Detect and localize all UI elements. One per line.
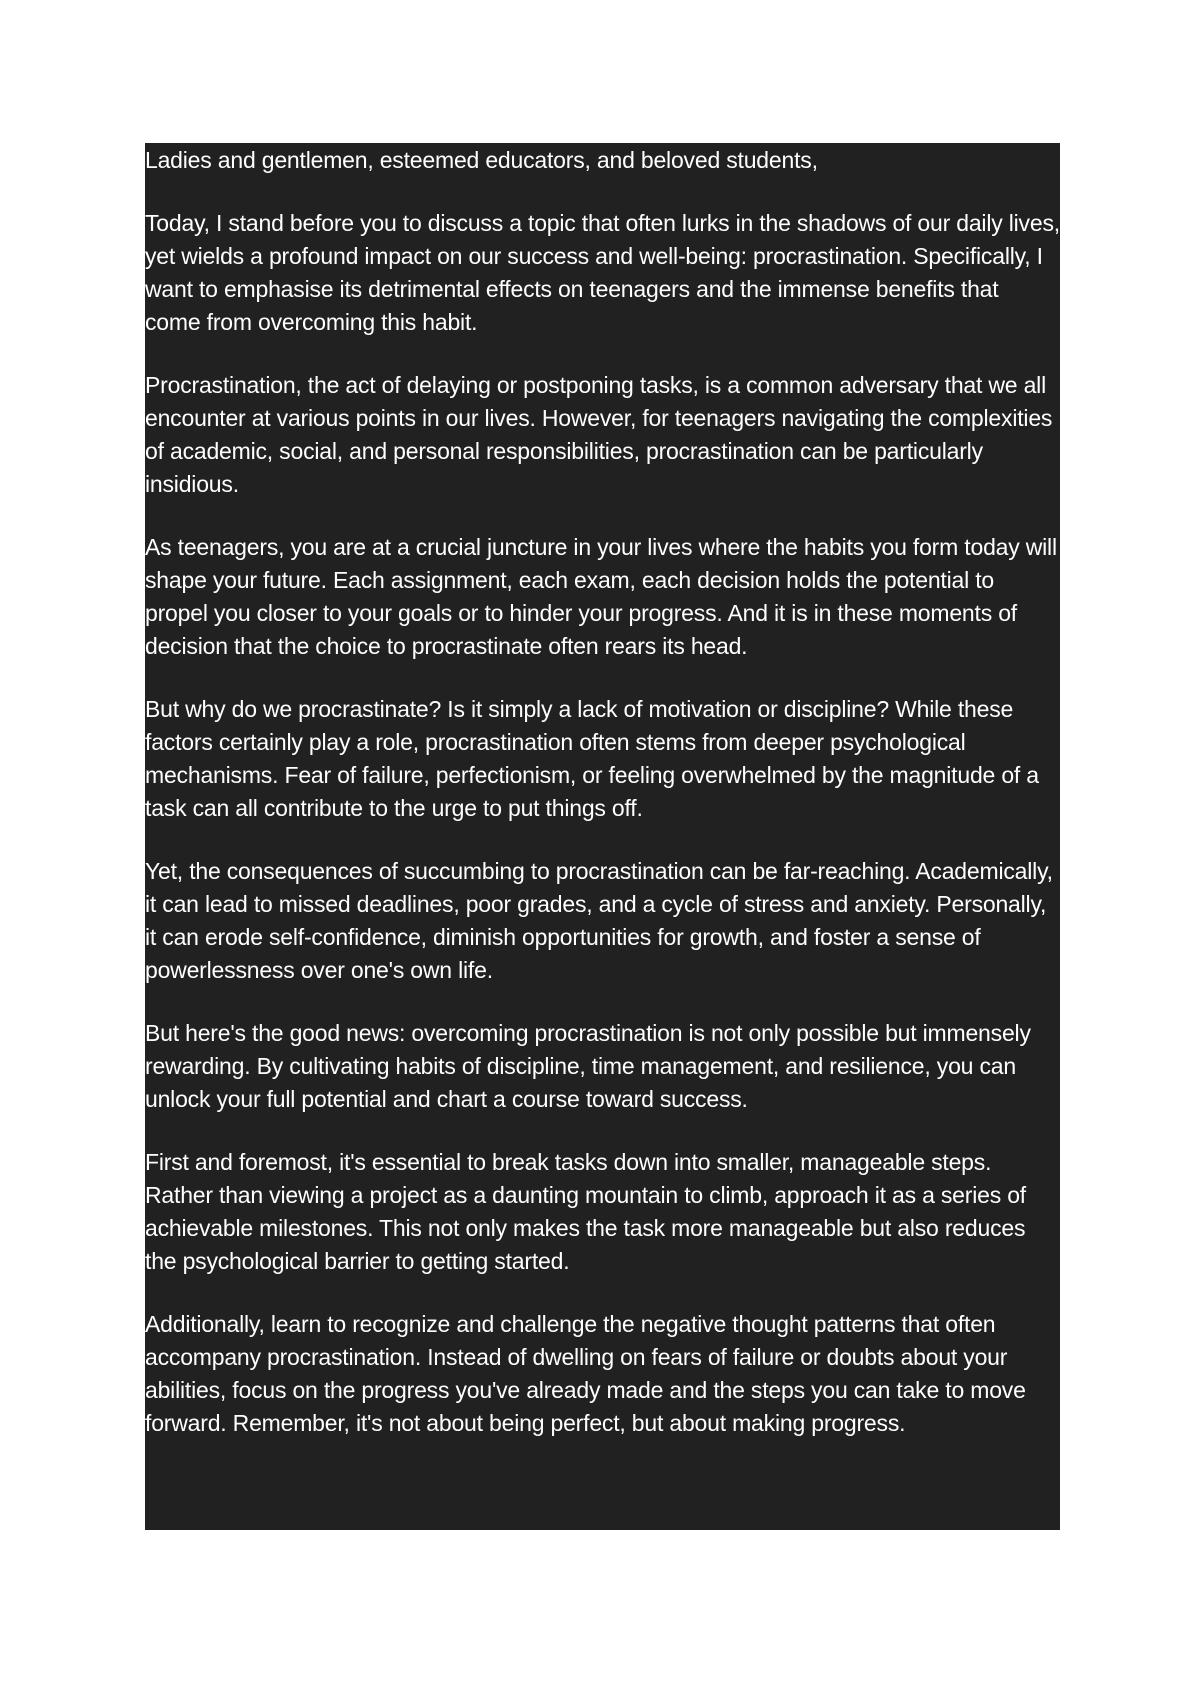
paragraph-introduction: Today, I stand before you to discuss a topic that often lurks in the shadows of our daily lives, yet wields a profound impact on our success and well-being: procrastination. Specifically, I want to emphasise its detrimental effects on teenagers and the immense benefits that come from overcoming this habit. (145, 210, 1060, 335)
paragraph-good-news: But here's the good news: overcoming procrastination is not only possible but immensely rewarding. By cultivating habits of discipline, time management, and resilience, you can unlock your full potential and chart a course toward success. (145, 1020, 1031, 1112)
speech-text-block (145, 143, 1060, 1530)
paragraph-consequences: Yet, the consequences of succumbing to procrastination can be far-reaching. Academically, it can lead to missed deadlines, poor grades, and a cycle of stress and anxiety. Personally, it can erode self-confidence, diminish opportunities for growth, and foster a sense of powerlessness over one's own life. (145, 858, 1053, 983)
paragraph-thought-patterns: Additionally, learn to recognize and challenge the negative thought patterns that often accompany procrastination. Instead of dwelling on fears of failure or doubts about your abilities, focus on the progress you've already made and the steps you can take to move forward. Remember, it's not about being perfect, but about making progress. (145, 1311, 1026, 1436)
paragraph-causes: But why do we procrastinate? Is it simply a lack of motivation or discipline? While these factors certainly play a role, procrastination often stems from deeper psychological mechanisms. Fear of failure, perfectionism, or feeling overwhelmed by the magnitude of a task can all contribute to the urge to put things off. (145, 696, 1039, 821)
paragraph-teenagers: As teenagers, you are at a crucial juncture in your lives where the habits you form today will shape your future. Each assignment, each exam, each decision holds the potential to propel you closer to your goals or to hinder your progress. And it is in these moments of decision that the choice to procrastinate often rears its head. (145, 534, 1057, 659)
paragraph-greeting: Ladies and gentlemen, esteemed educators, and beloved students, (145, 147, 818, 173)
paragraph-break-tasks: First and foremost, it's essential to break tasks down into smaller, manageable steps. Rather than viewing a project as a daunting mountain to climb, approach it as a series of achievable milestones. This not only makes the task more manageable but also reduces the psychological barrier to getting started. (145, 1149, 1026, 1274)
paragraph-definition: Procrastination, the act of delaying or postponing tasks, is a common adversary that we all encounter at various points in our lives. However, for teenagers navigating the complexities of academic, social, and personal responsibilities, procrastination can be particularly insidious. (145, 372, 1053, 497)
